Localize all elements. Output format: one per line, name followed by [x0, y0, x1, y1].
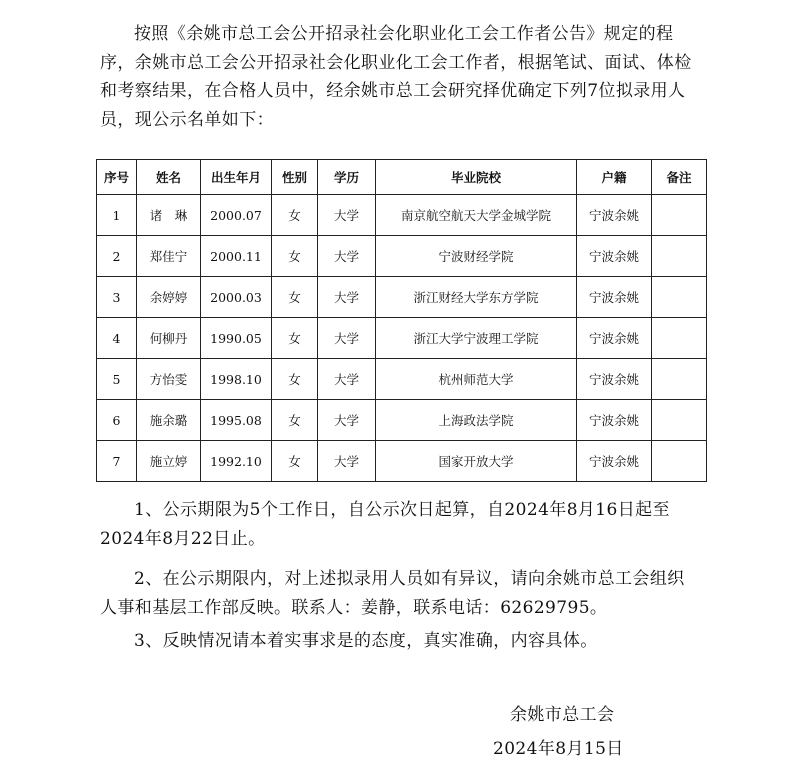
- cell-gender: 女: [272, 400, 318, 441]
- header-gender: 性别: [272, 160, 318, 195]
- table-row: [97, 441, 707, 482]
- cell-remarks: [652, 277, 707, 318]
- cell-education: 大学: [318, 236, 376, 277]
- header-education: 学历: [318, 160, 376, 195]
- cell-index: 3: [97, 277, 137, 318]
- cell-birth: 1998.10: [201, 359, 272, 400]
- cell-hukou: 宁波余姚: [577, 318, 652, 359]
- cell-name: 施立婷: [137, 441, 201, 482]
- cell-name: 诸 琳: [137, 195, 201, 236]
- cell-hukou: 宁波余姚: [577, 277, 652, 318]
- cell-birth: 2000.03: [201, 277, 272, 318]
- cell-gender: 女: [272, 359, 318, 400]
- cell-school: 南京航空航天大学金城学院: [376, 195, 577, 236]
- cell-education: 大学: [318, 400, 376, 441]
- header-index: 序号: [97, 160, 137, 195]
- cell-name: 郑佳宁: [137, 236, 201, 277]
- reporting-guidance-paragraph: 3、反映情况请本着实事求是的态度，真实准确，内容具体。: [134, 631, 598, 651]
- cell-hukou: 宁波余姚: [577, 400, 652, 441]
- table-row: [97, 277, 707, 318]
- table-row: [97, 359, 707, 400]
- cell-remarks: [652, 236, 707, 277]
- cell-hukou: 宁波余姚: [577, 359, 652, 400]
- cell-education: 大学: [318, 195, 376, 236]
- cell-hukou: 宁波余姚: [577, 195, 652, 236]
- cell-birth: 2000.07: [201, 195, 272, 236]
- cell-birth: 1995.08: [201, 400, 272, 441]
- cell-index: 4: [97, 318, 137, 359]
- cell-school: 上海政法学院: [376, 400, 577, 441]
- signature-organization: 余姚市总工会: [510, 705, 615, 725]
- cell-remarks: [652, 400, 707, 441]
- cell-gender: 女: [272, 277, 318, 318]
- objection-contact-paragraph: 2、在公示期限内，对上述拟录用人员如有异议，请向余姚市总工会组织人事和基层工作部反映。联系人：姜静，联系电话：62629795。: [100, 569, 685, 618]
- cell-education: 大学: [318, 441, 376, 482]
- cell-name: 余婷婷: [137, 277, 201, 318]
- cell-index: 1: [97, 195, 137, 236]
- cell-gender: 女: [272, 441, 318, 482]
- header-hukou: 户籍: [577, 160, 652, 195]
- cell-name: 施余璐: [137, 400, 201, 441]
- cell-birth: 2000.11: [201, 236, 272, 277]
- cell-school: 国家开放大学: [376, 441, 577, 482]
- cell-school: 杭州师范大学: [376, 359, 577, 400]
- table-row: [97, 236, 707, 277]
- cell-remarks: [652, 318, 707, 359]
- cell-index: 6: [97, 400, 137, 441]
- cell-name: 方怡雯: [137, 359, 201, 400]
- cell-index: 7: [97, 441, 137, 482]
- cell-name: 何柳丹: [137, 318, 201, 359]
- cell-school: 浙江财经大学东方学院: [376, 277, 577, 318]
- cell-index: 2: [97, 236, 137, 277]
- header-school: 毕业院校: [376, 160, 577, 195]
- header-name: 姓名: [137, 160, 201, 195]
- cell-hukou: 宁波余姚: [577, 236, 652, 277]
- cell-birth: 1990.05: [201, 318, 272, 359]
- cell-gender: 女: [272, 236, 318, 277]
- candidate-table: [96, 159, 707, 482]
- cell-remarks: [652, 195, 707, 236]
- cell-education: 大学: [318, 318, 376, 359]
- header-remarks: 备注: [652, 160, 707, 195]
- intro-paragraph: 按照《余姚市总工会公开招录社会化职业化工会工作者公告》规定的程序，余姚市总工会公开招录社会化职业化工会工作者，根据笔试、面试、体检和考察结果，在合格人员中，经余姚市总工会研究择优确定下列7位拟录用人员，现公示名单如下：: [100, 24, 692, 130]
- cell-gender: 女: [272, 318, 318, 359]
- cell-education: 大学: [318, 359, 376, 400]
- cell-hukou: 宁波余姚: [577, 441, 652, 482]
- cell-remarks: [652, 441, 707, 482]
- table-row: [97, 400, 707, 441]
- cell-birth: 1992.10: [201, 441, 272, 482]
- cell-school: 宁波财经学院: [376, 236, 577, 277]
- cell-remarks: [652, 359, 707, 400]
- table-row: [97, 318, 707, 359]
- table-row: [97, 195, 707, 236]
- signature-date: 2024年8月15日: [493, 739, 624, 759]
- cell-index: 5: [97, 359, 137, 400]
- cell-gender: 女: [272, 195, 318, 236]
- cell-education: 大学: [318, 277, 376, 318]
- cell-school: 浙江大学宁波理工学院: [376, 318, 577, 359]
- table-header-row: [97, 160, 707, 195]
- notice-period-paragraph: 1、公示期限为5个工作日，自公示次日起算，自2024年8月16日起至2024年8月22日止。: [100, 500, 670, 549]
- header-birth: 出生年月: [201, 160, 272, 195]
